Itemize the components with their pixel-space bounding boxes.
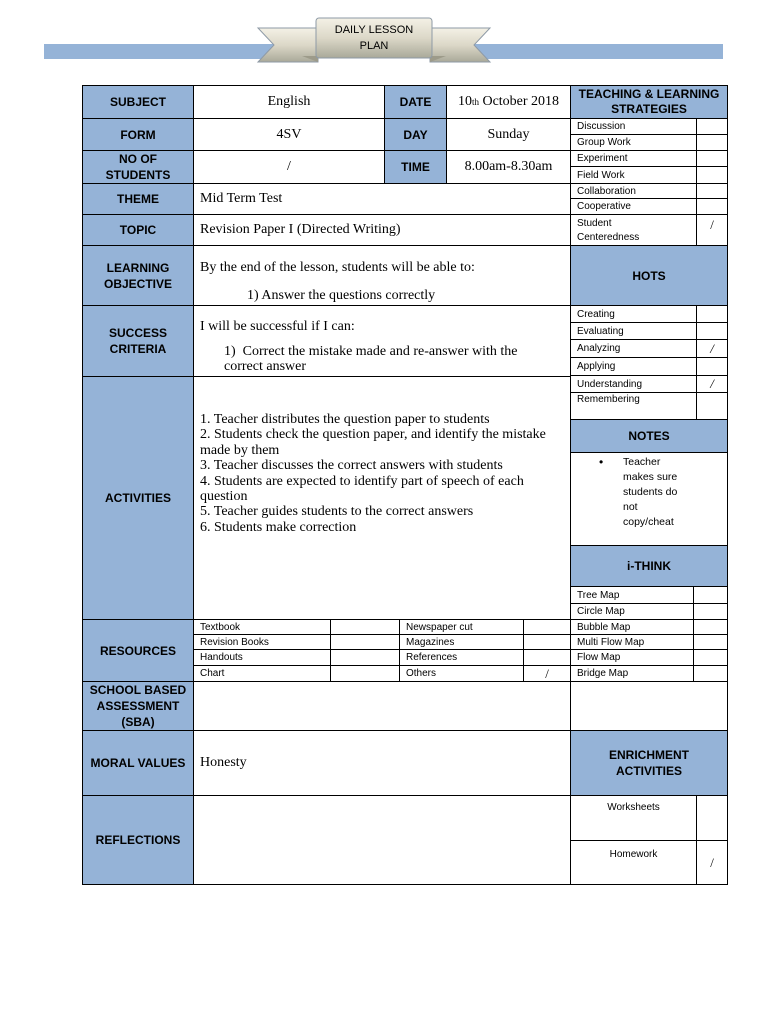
activity-line: 6. Students make correction [200,519,357,535]
label-topic: TOPIC [82,214,194,246]
strategy-item: Collaboration [570,183,697,199]
objective-intro: By the end of the lesson, students will be able to: [200,260,475,275]
ithink-item: Tree Map [570,586,694,604]
notes-bullet: • [599,455,604,469]
activities-list [200,412,560,535]
theme-value: Mid Term Test [193,183,571,215]
activity-line: 4. Students are expected to identify part of speech of each [200,473,524,489]
activities-value [193,376,571,620]
label-activities: ACTIVITIES [82,376,194,620]
enrichment-checkbox[interactable]: / [696,840,728,885]
label-sba: SCHOOL BASED ASSESSMENT (SBA) [82,681,194,731]
sba-right-blank [570,681,728,731]
resource-checkbox[interactable]: / [523,665,571,682]
ithink-item: Flow Map [570,649,694,666]
ithink-item: Bubble Map [570,619,694,635]
reflections-value[interactable] [193,795,571,885]
notes-text: Teacher makes sure students do not copy/cheat [623,456,678,528]
strategy-checkbox[interactable] [696,198,728,215]
hots-item: Understanding [570,375,697,393]
enrichment-item: Worksheets [570,795,697,841]
banner-title-line1: DAILY LESSON [334,24,414,36]
notes-heading: NOTES [570,419,728,453]
resource-checkbox[interactable] [330,649,400,666]
strategy-item: Group Work [570,134,697,151]
enrichment-checkbox[interactable] [696,795,728,841]
strategy-checkbox[interactable]: / [696,214,728,246]
strategy-item: Experiment [570,150,697,167]
resource-checkbox[interactable] [523,649,571,666]
strategy-item: Field Work [570,166,697,184]
hots-checkbox[interactable]: / [696,339,728,358]
hots-checkbox[interactable] [696,357,728,376]
label-time: TIME [384,150,447,184]
learning-objective-value [193,245,571,306]
hots-item: Evaluating [570,322,697,340]
no-of-students-value: / [193,150,385,184]
date-suffix: th [471,97,479,107]
hots-item: Applying [570,357,697,376]
label-theme: THEME [82,183,194,215]
ithink-checkbox[interactable] [693,665,728,682]
activity-line: made by them [200,442,280,458]
label-form: FORM [82,118,194,151]
activity-line: 3. Teacher discusses the correct answers with students [200,458,503,474]
criteria-item-line1: 1) Correct the mistake made and re-answer with the [224,344,518,359]
activity-line: 2. Students check the question paper, and identify the mistake [200,427,546,443]
banner-stripe-left [44,44,284,59]
strategy-item: Student Centeredness [570,214,697,246]
ithink-checkbox[interactable] [693,619,728,635]
label-day: DAY [384,118,447,151]
label-subject: SUBJECT [82,85,194,119]
resource-item: References [399,649,524,666]
hots-checkbox[interactable] [696,305,728,323]
banner-title-line2: PLAN [359,40,389,52]
activity-line: question [200,489,248,505]
label-resources: RESOURCES [82,619,194,682]
ithink-checkbox[interactable] [693,649,728,666]
resource-item: Chart [193,665,331,682]
ithink-item: Multi Flow Map [570,634,694,650]
hots-checkbox[interactable]: / [696,375,728,393]
form-value: 4SV [193,118,385,151]
hots-checkbox[interactable] [696,322,728,340]
criteria-item-line2: correct answer [224,359,307,374]
notes-body [570,452,728,546]
ithink-checkbox[interactable] [693,603,728,620]
resource-checkbox[interactable] [523,619,571,635]
sba-value[interactable] [193,681,571,731]
ithink-checkbox[interactable] [693,634,728,650]
strategy-item: Discussion [570,118,697,135]
day-value: Sunday [446,118,571,151]
topic-value: Revision Paper I (Directed Writing) [193,214,571,246]
ithink-checkbox[interactable] [693,586,728,604]
label-moral-values: MORAL VALUES [82,730,194,796]
subject-value: English [193,85,385,119]
moral-values-value: Honesty [193,730,571,796]
activity-line: 5. Teacher guides students to the correct answers [200,504,474,520]
hots-heading: HOTS [570,245,728,306]
label-date: DATE [384,85,447,119]
resource-item: Handouts [193,649,331,666]
banner-stripe-right [460,44,723,59]
criteria-intro: I will be successful if I can: [200,319,355,334]
ithink-item: Circle Map [570,603,694,620]
label-learning-objective: LEARNING OBJECTIVE [82,245,194,306]
resource-item: Others [399,665,524,682]
resource-item: Textbook [193,619,331,635]
hots-checkbox[interactable] [696,392,728,420]
time-value: 8.00am-8.30am [446,150,571,184]
strategy-checkbox[interactable] [696,166,728,184]
strategy-checkbox[interactable] [696,183,728,199]
hots-item: Analyzing [570,339,697,358]
resource-checkbox[interactable] [330,665,400,682]
label-reflections: REFLECTIONS [82,795,194,885]
strategy-item: Cooperative [570,198,697,215]
resource-item: Newspaper cut [399,619,524,635]
activity-line: 1. Teacher distributes the question paper to students [200,412,490,427]
hots-item: Creating [570,305,697,323]
label-no-of-students: NO OF STUDENTS [82,150,194,184]
objective-item: 1) Answer the questions correctly [247,288,436,303]
ithink-heading: i-THINK [570,545,728,587]
enrichment-item: Homework [570,840,697,885]
resource-checkbox[interactable] [330,619,400,635]
hots-item: Remembering [570,392,697,420]
strategy-checkbox[interactable] [696,134,728,151]
resource-checkbox[interactable] [523,634,571,650]
strategy-checkbox[interactable] [696,150,728,167]
success-criteria-value [193,305,571,377]
enrichment-heading: ENRICHMENT ACTIVITIES [570,730,728,796]
banner-title [316,20,432,56]
ithink-item: Bridge Map [570,665,694,682]
strategies-heading: TEACHING & LEARNING STRATEGIES [570,85,728,119]
label-success-criteria: SUCCESS CRITERIA [82,305,194,377]
resource-item: Magazines [399,634,524,650]
strategy-checkbox[interactable] [696,118,728,135]
resource-item: Revision Books [193,634,331,650]
resource-checkbox[interactable] [330,634,400,650]
date-value: 10 th October 2018 [446,85,571,119]
